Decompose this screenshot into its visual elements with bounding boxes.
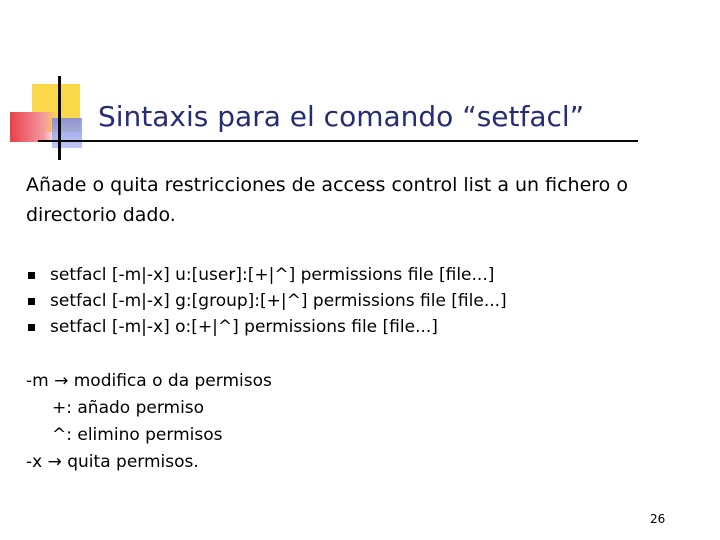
logo-red-square (10, 112, 58, 142)
note-delete: -x → quita permisos. (26, 452, 199, 472)
slide-logo (0, 0, 110, 170)
logo-vertical-line (58, 76, 61, 160)
bullet-icon (28, 324, 35, 331)
syntax-list (26, 262, 706, 340)
note-modify: -m → modifica o da permisos (26, 371, 272, 391)
logo-blue-square (52, 118, 82, 148)
list-item (26, 262, 706, 288)
list-item (26, 314, 706, 340)
page-number: 26 (650, 512, 666, 526)
syntax-group: setfacl [-m|-x] g:[group]:[+|^] permissions file [file...] (50, 291, 507, 311)
syntax-other: setfacl [-m|-x] o:[+|^] permissions file [file...] (50, 317, 438, 337)
intro-paragraph: Añade o quita restricciones de access control list a un fichero o directorio dado. (26, 174, 628, 226)
note-add: +: añado permiso (52, 398, 205, 418)
slide-title: Sintaxis para el comando “setfacl” (98, 100, 585, 133)
syntax-user: setfacl [-m|-x] u:[user]:[+|^] permissions file [file...] (50, 265, 495, 285)
bullet-icon (28, 298, 35, 305)
title-underline (38, 140, 638, 142)
bullet-icon (28, 272, 35, 279)
note-remove: ^: elimino permisos (52, 425, 223, 445)
option-notes (26, 368, 706, 476)
list-item (26, 288, 706, 314)
